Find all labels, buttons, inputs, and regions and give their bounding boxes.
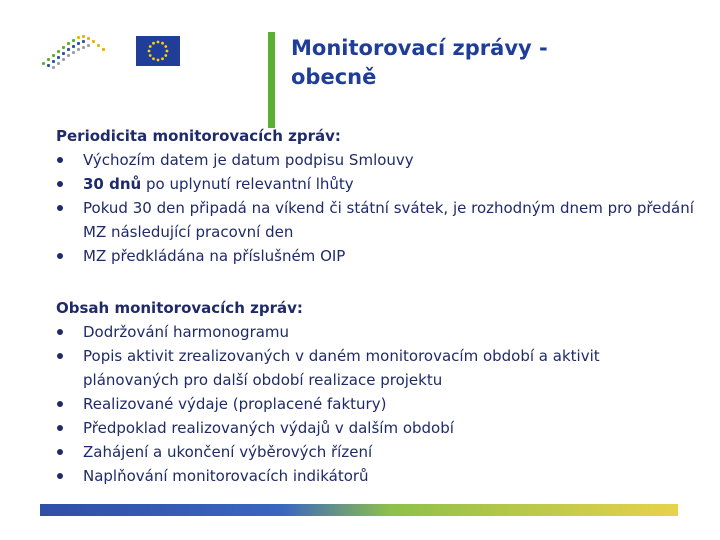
list-item	[56, 244, 696, 268]
eu-flag-icon	[136, 36, 180, 66]
footer-bar	[40, 504, 678, 516]
section-spacer	[56, 268, 696, 296]
contents-heading: Obsah monitorovacích zpráv:	[56, 299, 303, 317]
list-item-text: Dodržování harmonogramu	[83, 323, 290, 341]
list-item-text: Výchozím datem je datum podpisu Smlouvy	[83, 151, 414, 169]
list-item	[56, 148, 696, 172]
title-line-2: obecně	[291, 65, 377, 89]
list-item-text: Realizované výdaje (proplacené faktury)	[83, 395, 387, 413]
title-divider	[268, 32, 275, 128]
list-item-text: Předpoklad realizovaných výdajů v dalším období	[83, 419, 454, 437]
list-item	[56, 172, 696, 196]
op-logo-icon	[40, 34, 108, 70]
list-item-bold: 30 dnů	[83, 175, 142, 193]
page-title	[291, 34, 691, 92]
list-item-text: po uplynutí relevantní lhůty	[141, 175, 354, 193]
bullet-icon	[57, 353, 63, 359]
list-item	[56, 464, 696, 488]
title-line-1: Monitorovací zprávy -	[291, 36, 548, 60]
list-item-text: Popis aktivit zrealizovaných v daném monitorovacím období a aktivit plánovaných pro další období realizace projektu	[83, 347, 600, 389]
slide-content	[56, 124, 696, 488]
list-item	[56, 392, 696, 416]
bullet-icon	[57, 473, 63, 479]
periodicity-list	[56, 148, 696, 268]
bullet-icon	[57, 157, 63, 163]
bullet-icon	[57, 329, 63, 335]
bullet-icon	[57, 205, 63, 211]
list-item-text: Zahájení a ukončení výběrových řízení	[83, 443, 373, 461]
list-item	[56, 196, 696, 244]
list-item-text: MZ předkládána na příslušném OIP	[83, 247, 346, 265]
bullet-icon	[57, 425, 63, 431]
periodicity-heading: Periodicita monitorovacích zpráv:	[56, 127, 341, 145]
list-item	[56, 344, 696, 392]
list-item	[56, 440, 696, 464]
bullet-icon	[57, 449, 63, 455]
bullet-icon	[57, 401, 63, 407]
list-item-text: Pokud 30 den připadá na víkend či státní svátek, je rozhodným dnem pro předání MZ následující pracovní den	[83, 199, 694, 241]
list-item	[56, 320, 696, 344]
bullet-icon	[57, 181, 63, 187]
list-item-text: Naplňování monitorovacích indikátorů	[83, 467, 369, 485]
contents-list	[56, 320, 696, 488]
bullet-icon	[57, 253, 63, 259]
list-item	[56, 416, 696, 440]
